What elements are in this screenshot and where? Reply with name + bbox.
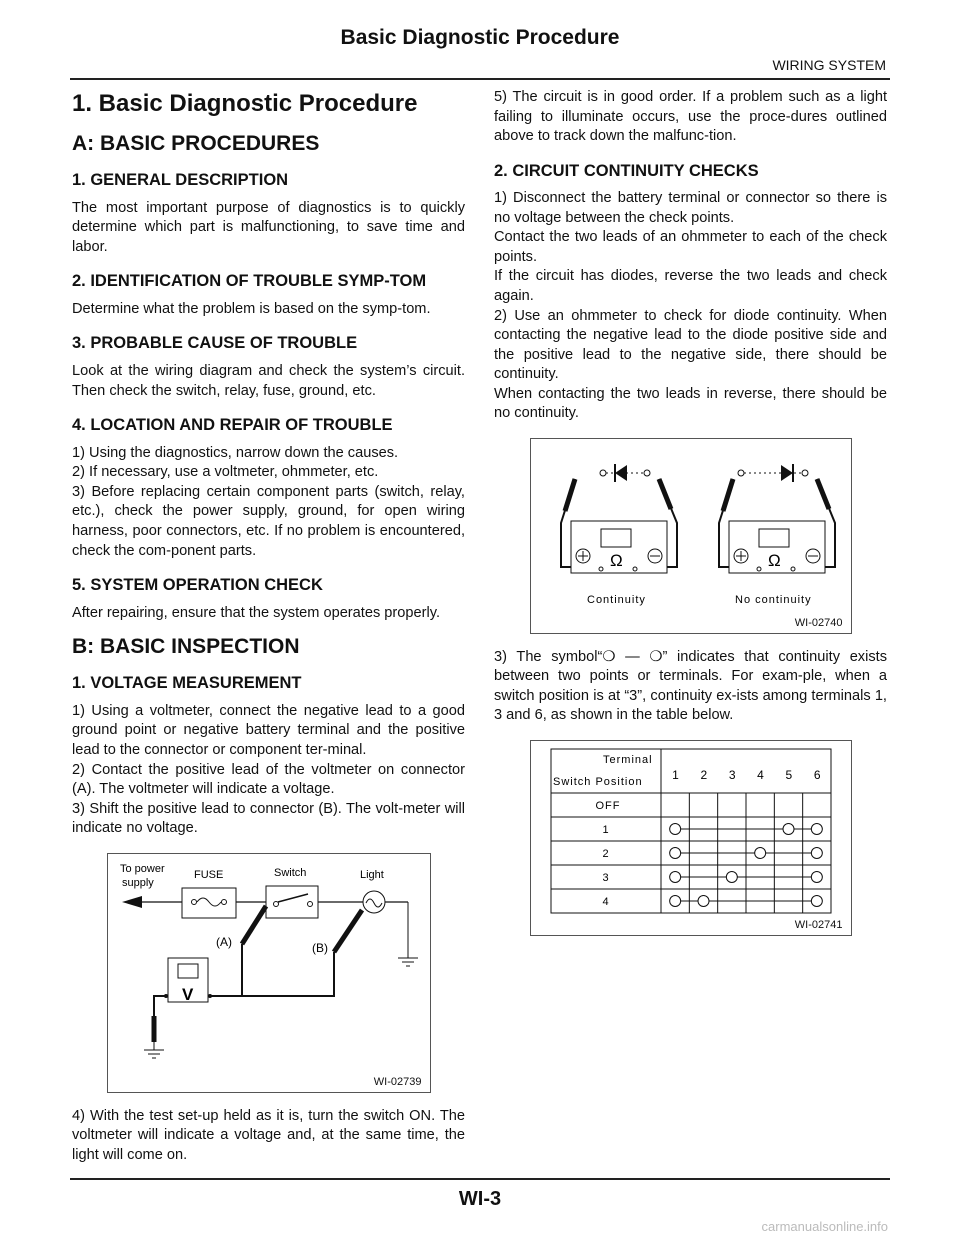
b2-step-1: 1) Disconnect the battery terminal or connector so there is no voltage between the check points. (494, 190, 887, 226)
diode-left-icon (615, 465, 627, 481)
switch-position: 1 (602, 824, 610, 837)
b2-step-2: 2) Use an ohmmeter to check for diode continuity. When contacting the negative lead to the diode positive side and the positive lead to the negative side, there should be continuity. (494, 307, 887, 383)
switch-position: 3 (602, 872, 610, 885)
section-b-title: B: BASIC INSPECTION (72, 635, 300, 659)
ohm-symbol-right: Ω (767, 550, 781, 570)
terminal-number: 4 (756, 768, 764, 783)
voltage-circuit-diagram (108, 854, 430, 1092)
b1-step-3: 3) Shift the positive lead to connector (B). The volt-meter will indicate no voltage. (72, 800, 465, 837)
figure-id: WI-02739 (373, 1075, 422, 1088)
diode-continuity-diagram (531, 439, 851, 633)
diode-continuity-figure (530, 438, 852, 634)
switch-label: Switch (273, 866, 306, 879)
continuity-node (783, 824, 794, 835)
voltage-measurement-figure (107, 853, 431, 1093)
header-divider (70, 78, 890, 80)
a2-text: Determine what the problem is based on the symp-tom. (72, 300, 431, 317)
a1-title: 1. GENERAL DESCRIPTION (72, 171, 289, 189)
continuity-node (698, 896, 709, 907)
a2-title: 2. IDENTIFICATION OF TROUBLE SYMP-TOM (72, 272, 427, 291)
switch-position: 4 (602, 896, 610, 909)
right-column (494, 88, 887, 950)
a3-title: 3. PROBABLE CAUSE OF TROUBLE (72, 334, 358, 353)
switch-position-header: Switch Position (552, 776, 643, 789)
footer-divider (70, 1178, 890, 1180)
diode-right-icon (781, 465, 793, 481)
terminal-number: 2 (700, 768, 707, 783)
continuity-node (726, 872, 737, 883)
b2-title: 2. CIRCUIT CONTINUITY CHECKS (494, 161, 759, 180)
continuity-node (811, 872, 822, 883)
b2-step-1b: Contact the two leads of an ohmmeter to each of the check points. (494, 229, 887, 265)
a3-text: Look at the wiring diagram and check the system’s circuit. Then check the switch, relay, fuse, ground, etc. (72, 363, 465, 399)
continuity-node (811, 824, 822, 835)
watermark: carmanualsonline.info (761, 1219, 888, 1234)
connector-a-label: (A) (215, 934, 232, 949)
terminal-header: Terminal (602, 754, 653, 767)
terminal-number: 1 (671, 768, 679, 783)
b1-title: 1. VOLTAGE MEASUREMENT (72, 674, 302, 693)
power-label-2: supply (121, 876, 154, 889)
continuity-table-figure (530, 740, 852, 936)
continuity-node (669, 848, 680, 859)
continuity-node (811, 896, 822, 907)
power-label: To power (119, 862, 165, 875)
power-arrow-icon (122, 896, 142, 908)
a4-step-2: 2) If necessary, use a voltmeter, ohmmeter, etc. (72, 464, 379, 481)
voltmeter-v-label: V (181, 984, 193, 1004)
section-name: WIRING SYSTEM (772, 57, 886, 73)
page-header-title: Basic Diagnostic Procedure (340, 26, 620, 49)
a1-text: The most important purpose of diagnostics is to quickly determine which part is malfunctioning, to save time and labor. (72, 199, 465, 255)
a4-step-1: 1) Using the diagnostics, narrow down the causes. (72, 444, 399, 461)
no-continuity-label: No continuity (734, 593, 812, 606)
connector-b-label: (B) (311, 940, 328, 955)
continuity-node (669, 872, 680, 883)
fuse-label: FUSE (193, 868, 223, 881)
continuity-table (531, 741, 851, 935)
b1-step-5: 5) The circuit is in good order. If a problem such as a light failing to illuminate occurs, use the proce-dures outlined above to track down the malfunc-tion. (494, 89, 887, 145)
page-number: WI-3 (458, 1188, 502, 1210)
switch-position: OFF (595, 800, 620, 813)
a5-text: After repairing, ensure that the system operates properly. (72, 604, 441, 621)
light-label: Light (359, 868, 384, 881)
left-column (72, 88, 465, 1165)
continuity-node (811, 848, 822, 859)
section-a-title: A: BASIC PROCEDURES (72, 132, 320, 155)
figure-id-3: WI-02741 (794, 919, 843, 932)
switch-position: 2 (602, 848, 610, 861)
ohm-symbol-left: Ω (609, 550, 623, 570)
figure-id-2: WI-02740 (794, 616, 843, 629)
continuity-node (754, 848, 765, 859)
b1-step-1: 1) Using a voltmeter, connect the negative lead to a good ground point or negative battery terminal and the positive lead to the connector or component ter-minal. (72, 702, 465, 758)
terminal-number: 6 (813, 768, 821, 783)
a4-step-3: 3) Before replacing certain component parts (switch, relay, etc.), check the power supply, ground, for open wiring harness, poor connectors, etc. If no problem is encountered, check the com-ponent parts. (72, 483, 465, 559)
continuity-node (669, 824, 680, 835)
a4-title: 4. LOCATION AND REPAIR OF TROUBLE (72, 416, 393, 435)
terminal-number: 3 (728, 768, 736, 783)
b2-step-3: 3) The symbol“❍ — ❍” indicates that continuity exists between two points or terminals. For exam-ple, when a switch position is at “3”, continuity ex-ists among terminals 1, 3 and 6, as shown in the table below. (494, 648, 887, 724)
main-title: 1. Basic Diagnostic Procedure (72, 90, 418, 117)
b2-step-2b: When contacting the two leads in reverse, there should be no continuity. (494, 385, 887, 422)
terminal-number: 5 (785, 768, 792, 783)
continuity-label: Continuity (586, 593, 646, 606)
b1-step-4: 4) With the test set-up held as it is, turn the switch ON. The voltmeter will indicate a voltage and, at the same time, the light will come on. (72, 1107, 465, 1163)
a5-title: 5. SYSTEM OPERATION CHECK (72, 576, 323, 595)
b1-step-2: 2) Contact the positive lead of the voltmeter on connector (A). The voltmeter will indicate a voltage. (72, 761, 465, 798)
b2-step-1c: If the circuit has diodes, reverse the two leads and check again. (494, 268, 887, 304)
continuity-node (669, 896, 680, 907)
